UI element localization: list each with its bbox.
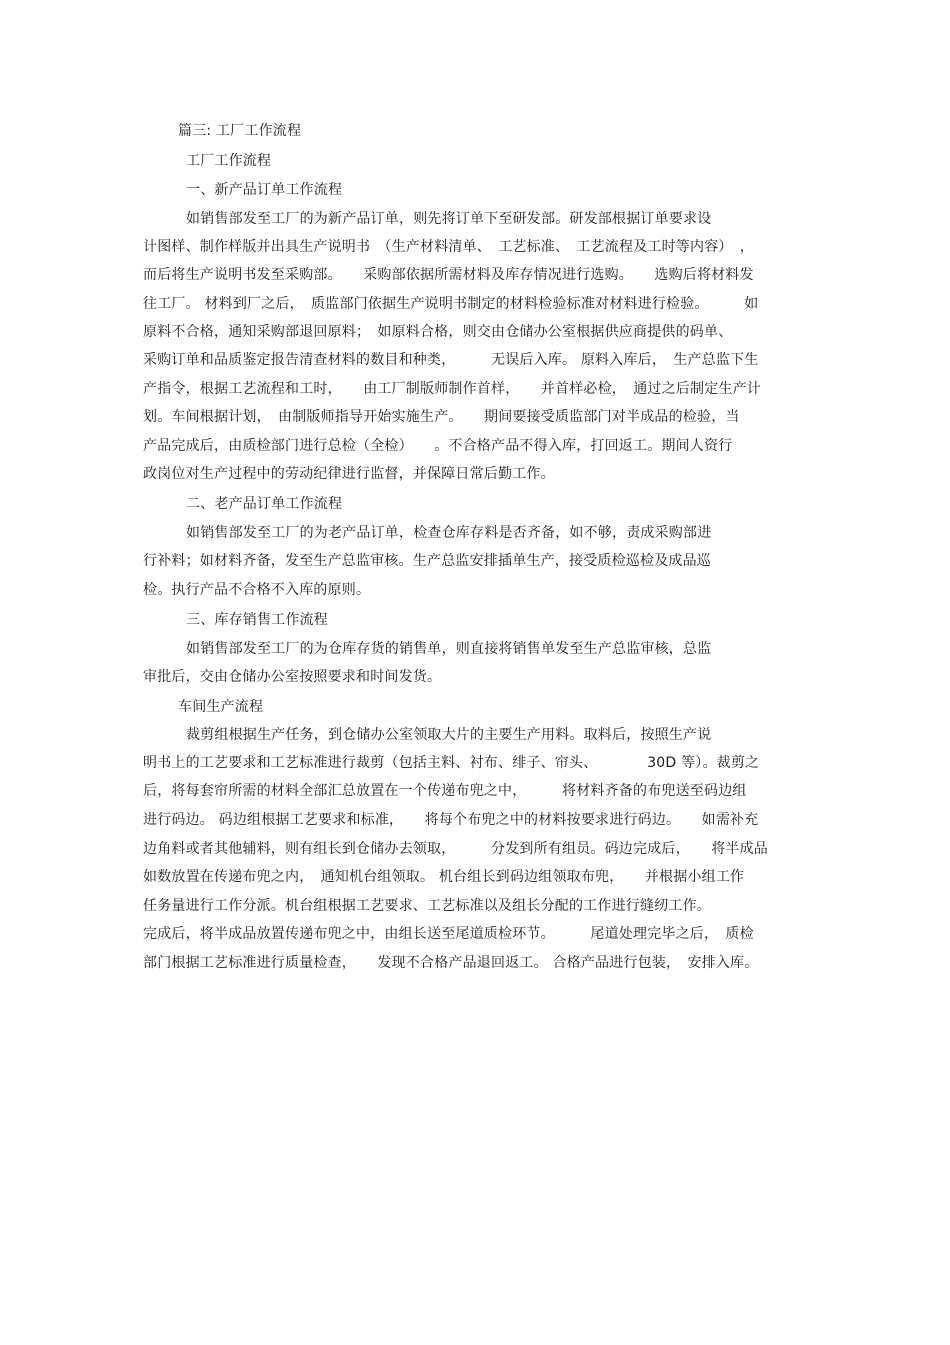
paragraph-line: 如销售部发至工厂的为老产品订单，检查仓库存料是否齐备，如不够，责成采购部进 xyxy=(186,525,712,541)
paragraph-line: 如数放置在传递布兜之内， 通知机台组领取。 机台组长到码边组领取布兜， 并根据小组工作 xyxy=(143,869,745,885)
paragraph-line: 产品完成后，由质检部门进行总检（全检） 。不合格产品不得入库，打回返工。期间人资行 xyxy=(143,438,733,454)
paragraph-line: 进行码边。 码边组根据工艺要求和标准， 将每个布兜之中的材料按要求进行码边。 如需补充 xyxy=(143,812,759,828)
paragraph-line: 划。车间根据计划， 由制版师指导开始实施生产。 期间要接受质监部门对半成品的检验，当 xyxy=(143,409,740,425)
paragraph-line: 政岗位对生产过程中的劳动纪律进行监督，并保障日常后勤工作。 xyxy=(143,466,555,482)
paragraph-line: 往工厂。 材料到厂之后， 质监部门依据生产说明书制定的材料检验标准对材料进行检验。 如 xyxy=(143,296,759,312)
paragraph-line: 明书上的工艺要求和工艺标准进行裁剪（包括主料、衬布、绯子、帘头、 30D 等）。裁剪之 xyxy=(143,755,760,771)
heading-old-product-order: 二、老产品订单工作流程 xyxy=(186,496,343,512)
heading-new-product-order: 一、新产品订单工作流程 xyxy=(186,182,343,198)
paragraph-line: 边角料或者其他辅料，则有组长到仓储办去领取， 分发到所有组员。码边完成后， 将半成品 xyxy=(143,841,768,857)
paragraph-line: 裁剪组根据生产任务，到仓储办公室领取大片的主要生产用料。取料后，按照生产说 xyxy=(186,727,712,743)
heading-workshop-production: 车间生产流程 xyxy=(178,699,264,715)
paragraph-line: 采购订单和品质鉴定报告清查材料的数目和种类， 无误后入库。 原料入库后， 生产总监下生 xyxy=(143,352,759,368)
paragraph-line: 原料不合格，通知采购部退回原料； 如原料合格，则交由仓储办公室根据供应商提供的码单、 xyxy=(143,324,733,340)
section-title: 篇三: 工厂工作流程 xyxy=(178,123,302,139)
paragraph-line: 部门根据工艺标准进行质量检查， 发现不合格产品退回返工。 合格产品进行包装， 安排入库。 xyxy=(143,955,759,971)
paragraph-line: 如销售部发至工厂的为新产品订单，则先将订单下至研发部。研发部根据订单要求设 xyxy=(186,211,712,227)
paragraph-line: 任务量进行工作分派。机台组根据工艺要求、工艺标准以及组长分配的工作进行缝纫工作。 xyxy=(143,898,711,914)
paragraph-line: 完成后，将半成品放置传递布兜之中，由组长送至尾道质检环节。 尾道处理完毕之后， 质检 xyxy=(143,926,754,942)
paragraph-line: 如销售部发至工厂的为仓库存货的销售单，则直接将销售单发至生产总监审核，总监 xyxy=(186,641,712,657)
paragraph-line: 检。执行产品不合格不入库的原则。 xyxy=(143,582,371,598)
paragraph-line: 而后将生产说明书发至采购部。 采购部依据所需材料及库存情况进行选购。 选购后将材料发 xyxy=(143,267,754,283)
paragraph-line: 计图样、制作样版并出具生产说明书 （生产材料清单、 工艺标准、 工艺流程及工时等内容） ， xyxy=(143,239,754,255)
paragraph-line: 审批后，交由仓储办公室按照要求和时间发货。 xyxy=(143,669,442,685)
heading-factory-workflow: 工厂工作流程 xyxy=(186,153,272,169)
paragraph-line: 后，将每套帘所需的材料全部汇总放置在一个传递布兜之中， 将材料齐备的布兜送至码边组 xyxy=(143,783,747,799)
paragraph-line: 产指令，根据工艺流程和工时， 由工厂制版师制作首样， 并首样必检， 通过之后制定生产计 xyxy=(143,381,761,397)
heading-inventory-sales: 三、库存销售工作流程 xyxy=(186,612,328,628)
paragraph-line: 行补料；如材料齐备，发至生产总监审核。生产总监安排插单生产，接受质检巡检及成品巡 xyxy=(143,553,711,569)
